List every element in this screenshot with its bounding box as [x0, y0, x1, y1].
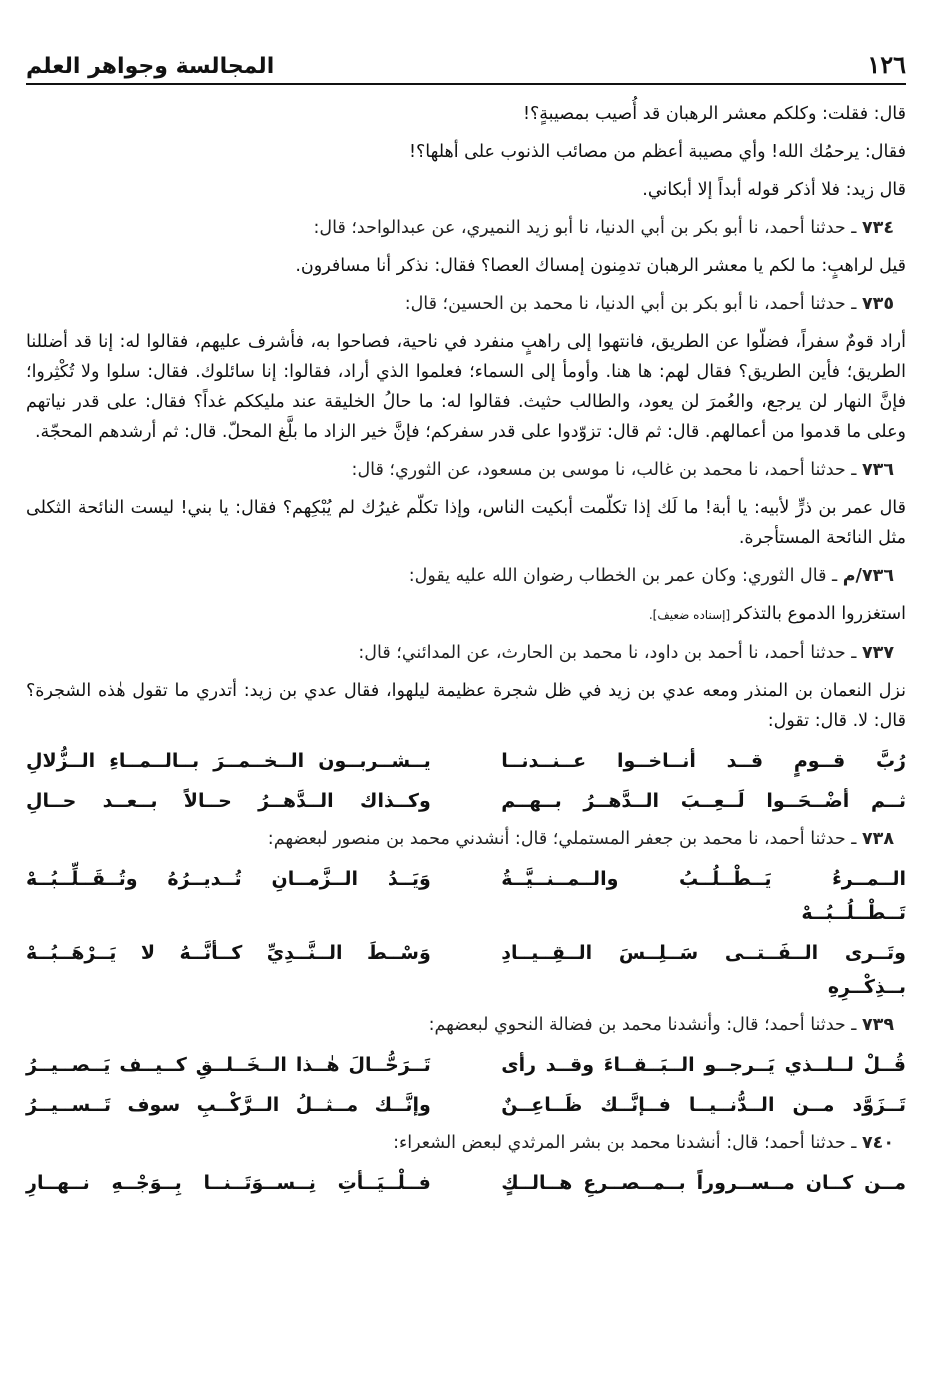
isnad-text: ـ حدثنا أحمد، نا محمد بن غالب، نا موسى بن مسعود، عن الثوري؛ قال: — [351, 460, 862, 480]
verse-line — [26, 1048, 906, 1082]
verse-line — [26, 1088, 906, 1122]
prose-paragraph — [26, 175, 906, 205]
hadith-isnad — [26, 1010, 906, 1040]
verse-hemistich-first: قُــلْ لــلــذي يَــرجــو الــبَــقــاءَ وقــد رأى — [501, 1054, 906, 1076]
prose-text: قال زيد: فلا أذكر قوله أبداً إلا أبكاني. — [642, 180, 906, 200]
isnad-text: ـ حدثنا أحمد، نا محمد بن جعفر المستملي؛ قال: أنشدني محمد بن منصور لبعضهم: — [267, 829, 862, 849]
verse-hemistich-first: ثــم أضْــحَــوا لَــعِــبَ الــدَّهــرُ بــهــم — [501, 790, 906, 812]
book-page — [26, 50, 906, 1206]
entry-number: ٧٣٦ — [861, 460, 894, 480]
hadith-isnad — [26, 561, 906, 591]
page-body — [26, 99, 906, 1200]
entry-number: ٧٣٦/م — [842, 566, 894, 586]
hadith-isnad — [26, 213, 906, 243]
verse-line — [26, 784, 906, 818]
verse-hemistich-second: فــلْــيَــأتِ نِــســوَتَــنــا بِــوَجْــهِ نــهــارِ — [26, 1172, 431, 1194]
verse-hemistich-second: وإنَّــك مــثــلُ الــرَّكْــبِ سوف تَــســيــرُ — [26, 1094, 431, 1116]
isnad-text: ـ حدثنا أحمد، نا أحمد بن داود، نا محمد بن الحارث، عن المدائني؛ قال: — [358, 643, 862, 663]
entry-number: ٧٣٨ — [861, 829, 894, 849]
prose-text: نزل النعمان بن المنذر ومعه عدي بن زيد في ظل شجرة عظيمة ليلهوا، فقال عدي بن زيد: أتدري ما تقول هٰذه الشجرة؟ قال: لا. قال: تقول: — [26, 681, 906, 731]
prose-text: قال عمر بن ذرٍّ لأبيه: يا أبة! ما لَك إذا تكلّمت أبكيت الناس، وإذا تكلّم غيرُك لم يُبْكِهم؟ فقال: يا بني! ليست النائحة الثكلى مثل النائحة المستأجرة. — [26, 498, 906, 548]
entry-number: ٧٣٩ — [861, 1015, 894, 1035]
prose-text: استغزروا الدموع بالتذكر — [733, 604, 906, 624]
prose-text: قال: فقلت: وكلكم معشر الرهبان قد أُصيب بمصيبةٍ؟! — [522, 104, 906, 124]
verse-hemistich-first: رُبَّ قــومٍ قــد أنــاخــوا عــنــدنــا — [501, 750, 906, 772]
isnad-text: ـ حدثنا أحمد؛ قال: وأنشدنا محمد بن فضالة النحوي لبعضهم: — [428, 1015, 862, 1035]
verse-line — [26, 1166, 906, 1200]
prose-paragraph — [26, 99, 906, 129]
isnad-text: ـ حدثنا أحمد؛ قال: أنشدنا محمد بن بشر المرثدي لبعض الشعراء: — [393, 1133, 862, 1153]
hadith-isnad — [26, 824, 906, 854]
hadith-isnad — [26, 289, 906, 319]
prose-paragraph — [26, 137, 906, 167]
entry-number: ٧٤٠ — [861, 1133, 894, 1153]
hadith-isnad — [26, 638, 906, 668]
verse-hemistich-second: وكــذاك الــدَّهــرُ حــالاً بــعــد حــالِ — [26, 790, 431, 812]
prose-text: أراد قومٌ سفراً، فضلّوا عن الطريق، فانتهوا إلى راهبٍ منفرد في ناحية، فصاحوا به، فأشرف عليهم، فقالوا له: إنا قد أضللنا الطريق؛ فأين الطريق؟ فقال لهم: ها هنا. وأومأ إلى السماء؛ فعلموا الذي أراد، فقالوا: إنا سائلوك. فقال: سلوا ولا تُكْثِروا؛ فإنَّ النهار لن يرجع، والعُمرَ لن يعود، والطالب حثيث. فقالوا له: ما حالُ الخليقة عند مليككم غداً؟ فقال: على قدر نياتهم وعلى ما قدموا من أعمالهم. قال: ثم قال: تزوّدوا على قدر سفركم؛ فإنَّ خير الزاد ما بلَّغ المحلّ. قال: ثم أرشدهم المحجّة. — [26, 332, 906, 442]
editor-note: [إسناده ضعيف]. — [648, 608, 734, 622]
hadith-isnad — [26, 455, 906, 485]
verse-hemistich-second: وَيَــدُ الــزَّمــانِ تُــديــرُهُ وتُــقَــلِّــبُــهْ — [26, 868, 431, 890]
prose-text: فقال: يرحمُك الله! وأي مصيبة أعظم من مصائب الذنوب على أهلها؟! — [409, 142, 906, 162]
verse-line — [26, 862, 906, 930]
prose-paragraph — [26, 327, 906, 447]
isnad-text: ـ حدثنا أحمد، نا أبو بكر بن أبي الدنيا، نا محمد بن الحسين؛ قال: — [404, 294, 862, 314]
hadith-isnad — [26, 1128, 906, 1158]
prose-paragraph — [26, 493, 906, 553]
verse-hemistich-first: مــن كــان مــســروراً بــمــصــرعِ هــالــكٍ — [501, 1172, 906, 1194]
isnad-text: ـ حدثنا أحمد، نا أبو بكر بن أبي الدنيا، نا أبو زيد النميري، عن عبدالواحد؛ قال: — [313, 218, 862, 238]
entry-number: ٧٣٥ — [861, 294, 894, 314]
prose-paragraph — [26, 599, 906, 630]
verse-line — [26, 744, 906, 778]
verse-hemistich-second: تَــرَحُّــالَ هٰــذا الــخَــلــقِ كــيــف يَــصــيــرُ — [26, 1054, 431, 1076]
entry-number: ٧٣٧ — [861, 643, 894, 663]
prose-text: قيل لراهبٍ: ما لكم يا معشر الرهبان تدمِنون إمساك العصا؟ فقال: نذكر أنا مسافرون. — [295, 256, 906, 276]
isnad-text: ـ قال الثوري: وكان عمر بن الخطاب رضوان الله عليه يقول: — [408, 566, 843, 586]
verse-line — [26, 936, 906, 1004]
page-number: ١٢٦ — [867, 50, 906, 79]
verse-hemistich-first: الــمــرءُ يَــطْــلُــبُ والــمــنــيَّــةُ تَــطْــلُــبُــهْ — [501, 868, 906, 924]
book-title: المجالسة وجواهر العلم — [26, 54, 275, 79]
prose-paragraph — [26, 676, 906, 736]
prose-paragraph — [26, 251, 906, 281]
entry-number: ٧٣٤ — [861, 218, 894, 238]
verse-hemistich-first: تَــزَوَّد مــن الــدُّنــيــا فــإنَّــك ظَــاعِــنٌ — [501, 1094, 906, 1116]
verse-hemistich-second: وَسْــطَ الــنَّــدِيِّ كــأنَّــهُ لا يَــرْهَــبُــهْ — [26, 942, 431, 964]
page-header — [26, 50, 906, 85]
verse-hemistich-second: يــشــربــون الــخــمــرَ بــالــمــاءِ الــزُّلالِ — [26, 750, 431, 772]
verse-hemistich-first: وتَــرى الــفَــتــى سَــلِــسَ الــقِــيــادِ بــذِكْــرِهِ — [501, 942, 906, 998]
